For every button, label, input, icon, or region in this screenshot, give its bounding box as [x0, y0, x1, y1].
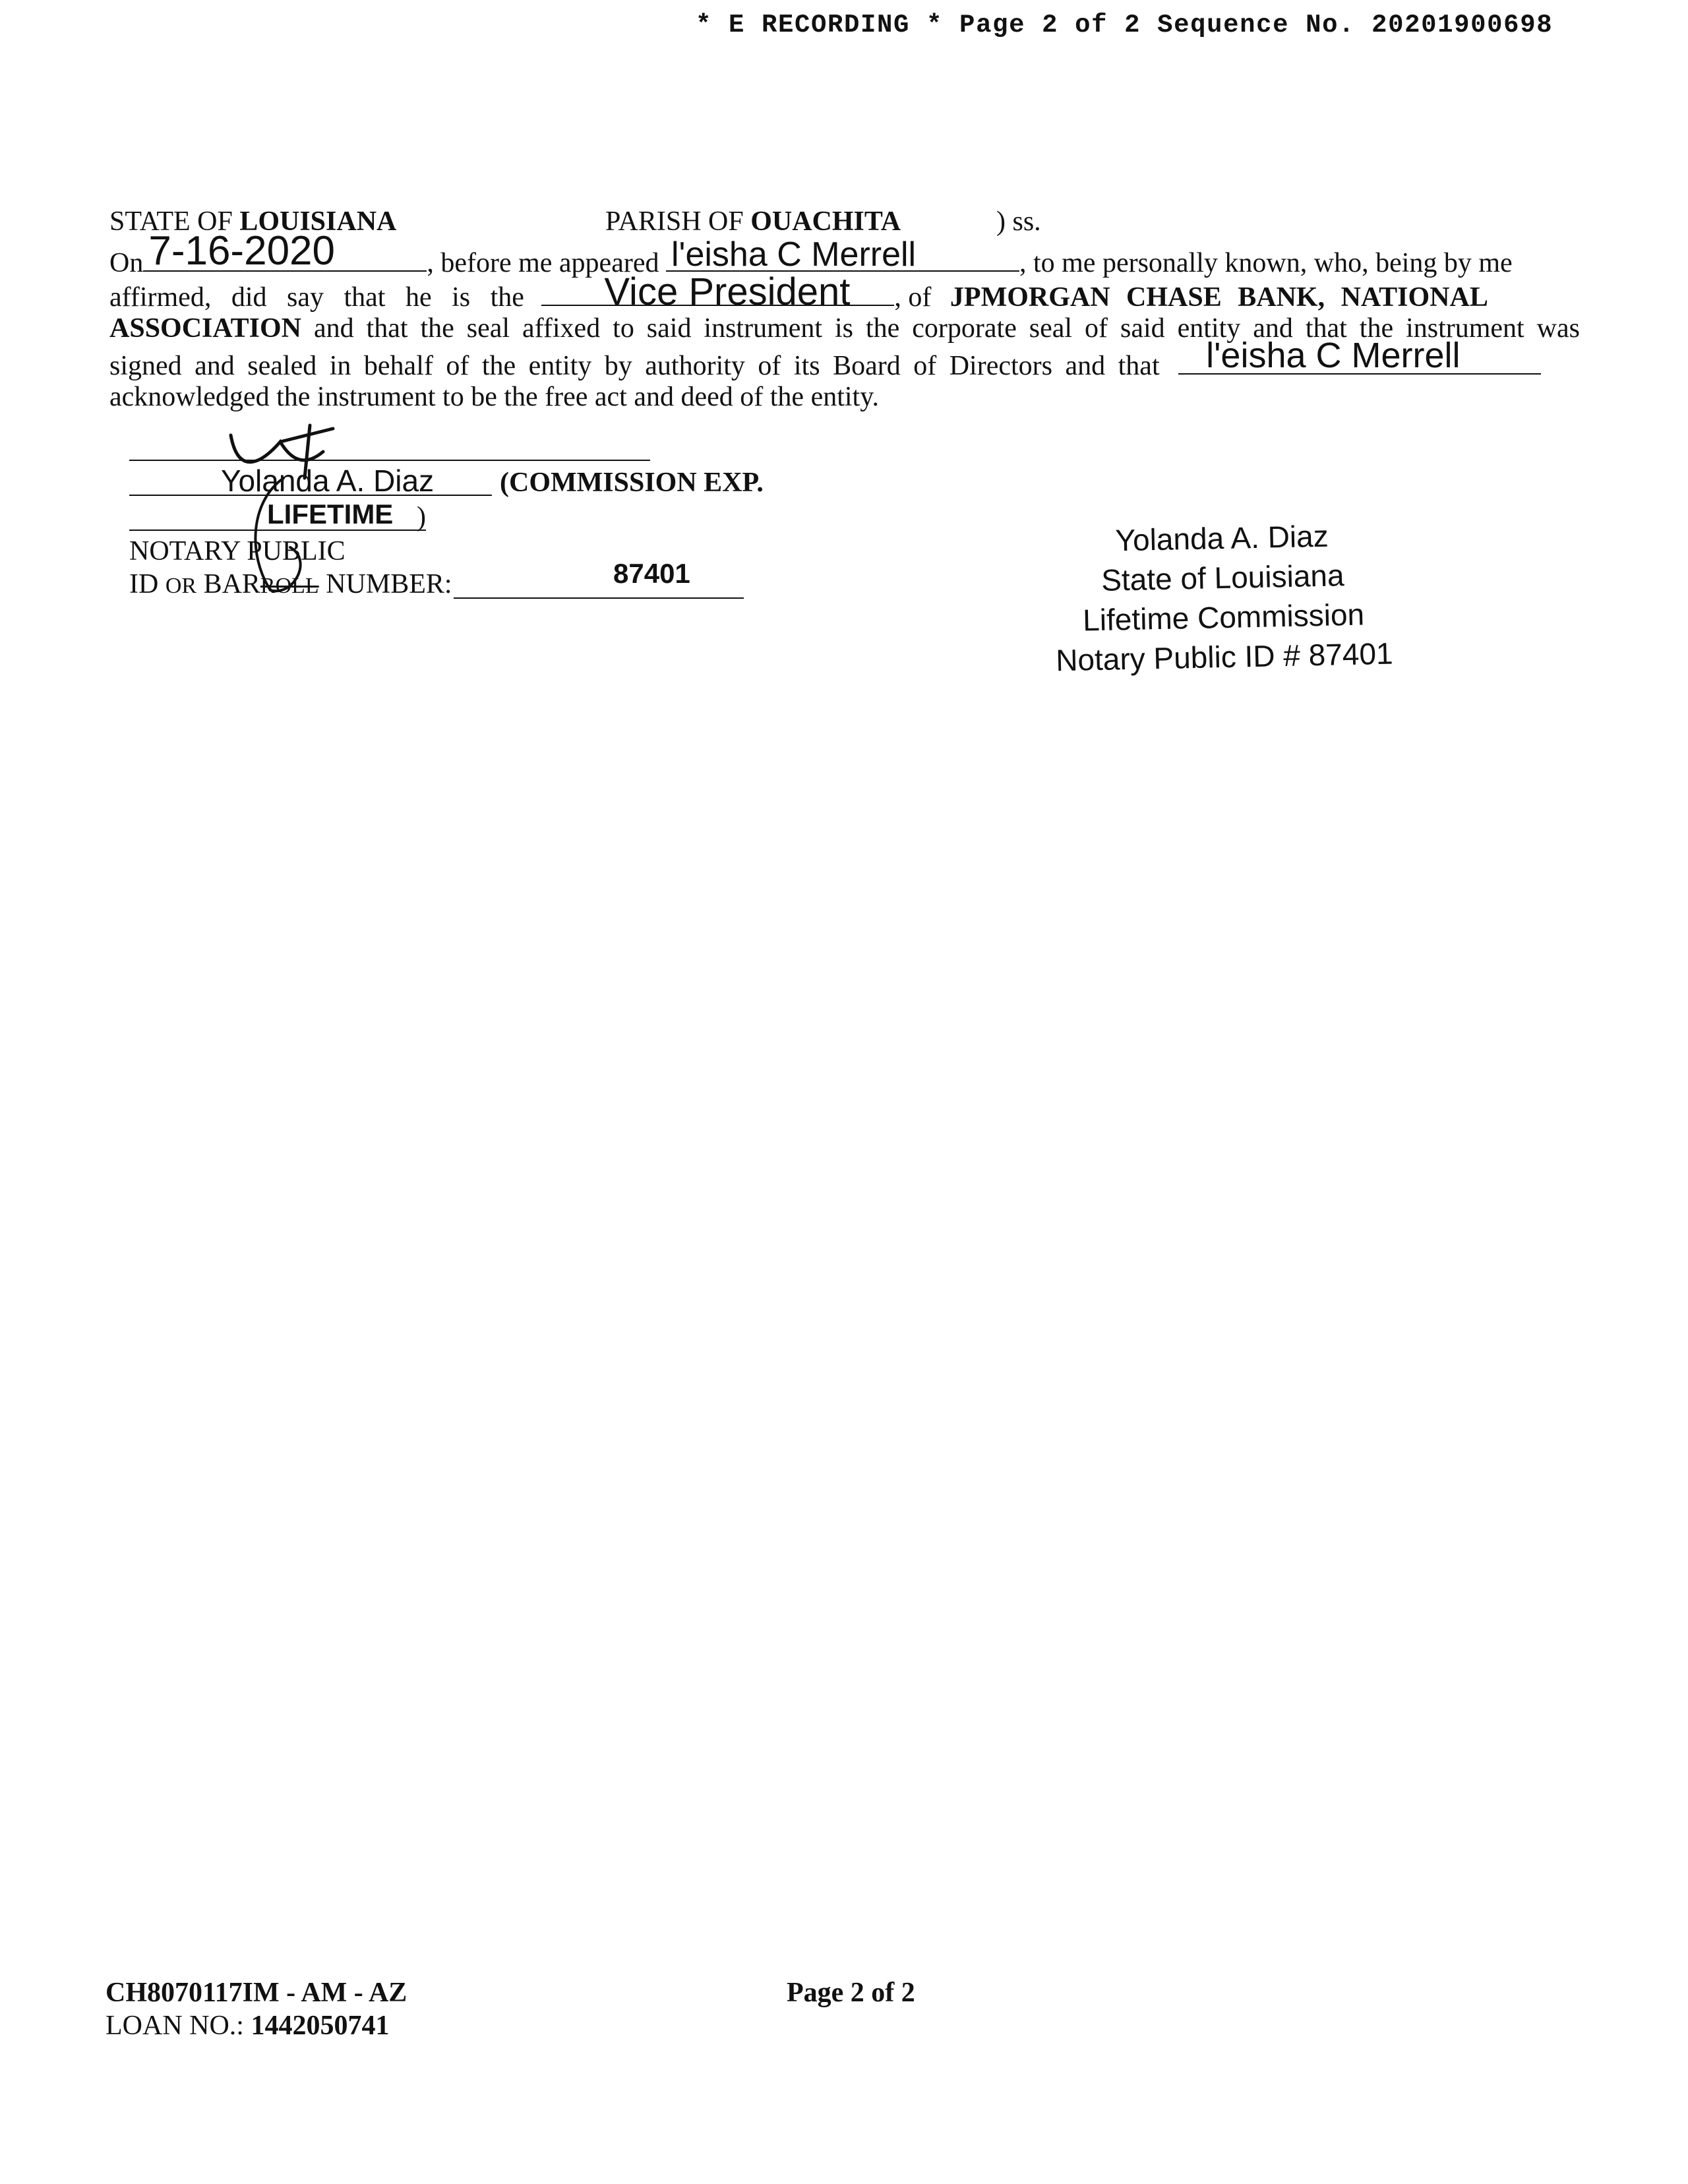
parish-label: PARISH OF — [605, 206, 744, 237]
before-me-text: , before me appeared — [427, 248, 659, 278]
signer-name: l'eisha C Merrell — [1206, 336, 1461, 375]
entity-name: JPMORGAN CHASE BANK, NATIONAL — [950, 282, 1488, 313]
parish-value: OUACHITA — [750, 206, 901, 237]
date-blank — [143, 228, 427, 274]
acknowledged-line: acknowledged the instrument to be the free act and deed of the entity. — [109, 382, 879, 412]
id-number-label — [129, 568, 452, 600]
commission-value: LIFETIME — [267, 499, 394, 530]
appeared-name-blank — [666, 235, 1019, 274]
seal-statement: and that the seal affixed to said instrument is the corporate seal of said entity and that the instrument was — [313, 313, 1580, 344]
loan-number-line — [106, 2010, 389, 2042]
id-label-or: OR — [165, 574, 197, 598]
affirmed-text: affirmed, did say that he is the — [109, 282, 524, 313]
loan-label: LOAN NO.: — [106, 2011, 244, 2041]
authority-line — [109, 336, 1580, 382]
id-label-bar: BAR — [203, 569, 260, 599]
seal-line-commission: Lifetime Commission — [1082, 597, 1365, 638]
id-label-number: NUMBER: — [326, 569, 452, 599]
ss-mark: ) ss. — [996, 206, 1041, 237]
notary-name-stamp: Yolanda A. Diaz — [221, 464, 435, 498]
seal-line-name: Yolanda A. Diaz — [1115, 518, 1329, 558]
commission-label: (COMMISSION EXP. — [500, 468, 764, 498]
id-label-id: ID — [129, 569, 159, 599]
authority-text: signed and sealed in behalf of the entity by authority of its Board of Directors and that — [109, 351, 1160, 381]
seal-line-state: State of Louisiana — [1100, 558, 1345, 597]
commission-close: ) — [417, 502, 426, 532]
on-label: On — [109, 248, 144, 278]
seal-line-id: Notary Public ID # 87401 — [1055, 636, 1394, 678]
state-value: LOUISIANA — [239, 206, 397, 237]
title-value: Vice President — [604, 270, 851, 313]
signature-line — [129, 460, 650, 461]
notary-seal — [958, 513, 1489, 682]
signer-name-blank — [1178, 336, 1541, 375]
notary-public-label: NOTARY PUBLIC — [129, 536, 346, 566]
personally-known-text: , to me personally known, who, being by me — [1019, 248, 1513, 278]
document-code: CH8070117IM - AM - AZ — [106, 1978, 407, 2008]
id-number-line — [454, 597, 744, 599]
appeared-name: l'eisha C Merrell — [671, 235, 917, 274]
state-label: STATE OF — [109, 206, 233, 237]
loan-number: 1442050741 — [251, 2011, 390, 2041]
id-number-value: 87401 — [613, 558, 690, 589]
title-line — [109, 270, 1580, 313]
title-blank — [541, 270, 894, 313]
e-recording-header: * E RECORDING * Page 2 of 2 Sequence No. 20201900698 — [696, 11, 1553, 40]
entity-name-cont: ASSOCIATION — [109, 313, 301, 344]
handwritten-date: 7-16-2020 — [148, 228, 336, 274]
of-text: , of — [894, 282, 932, 313]
id-label-roll: ROLL — [260, 574, 319, 598]
page-indicator: Page 2 of 2 — [787, 1978, 915, 2008]
